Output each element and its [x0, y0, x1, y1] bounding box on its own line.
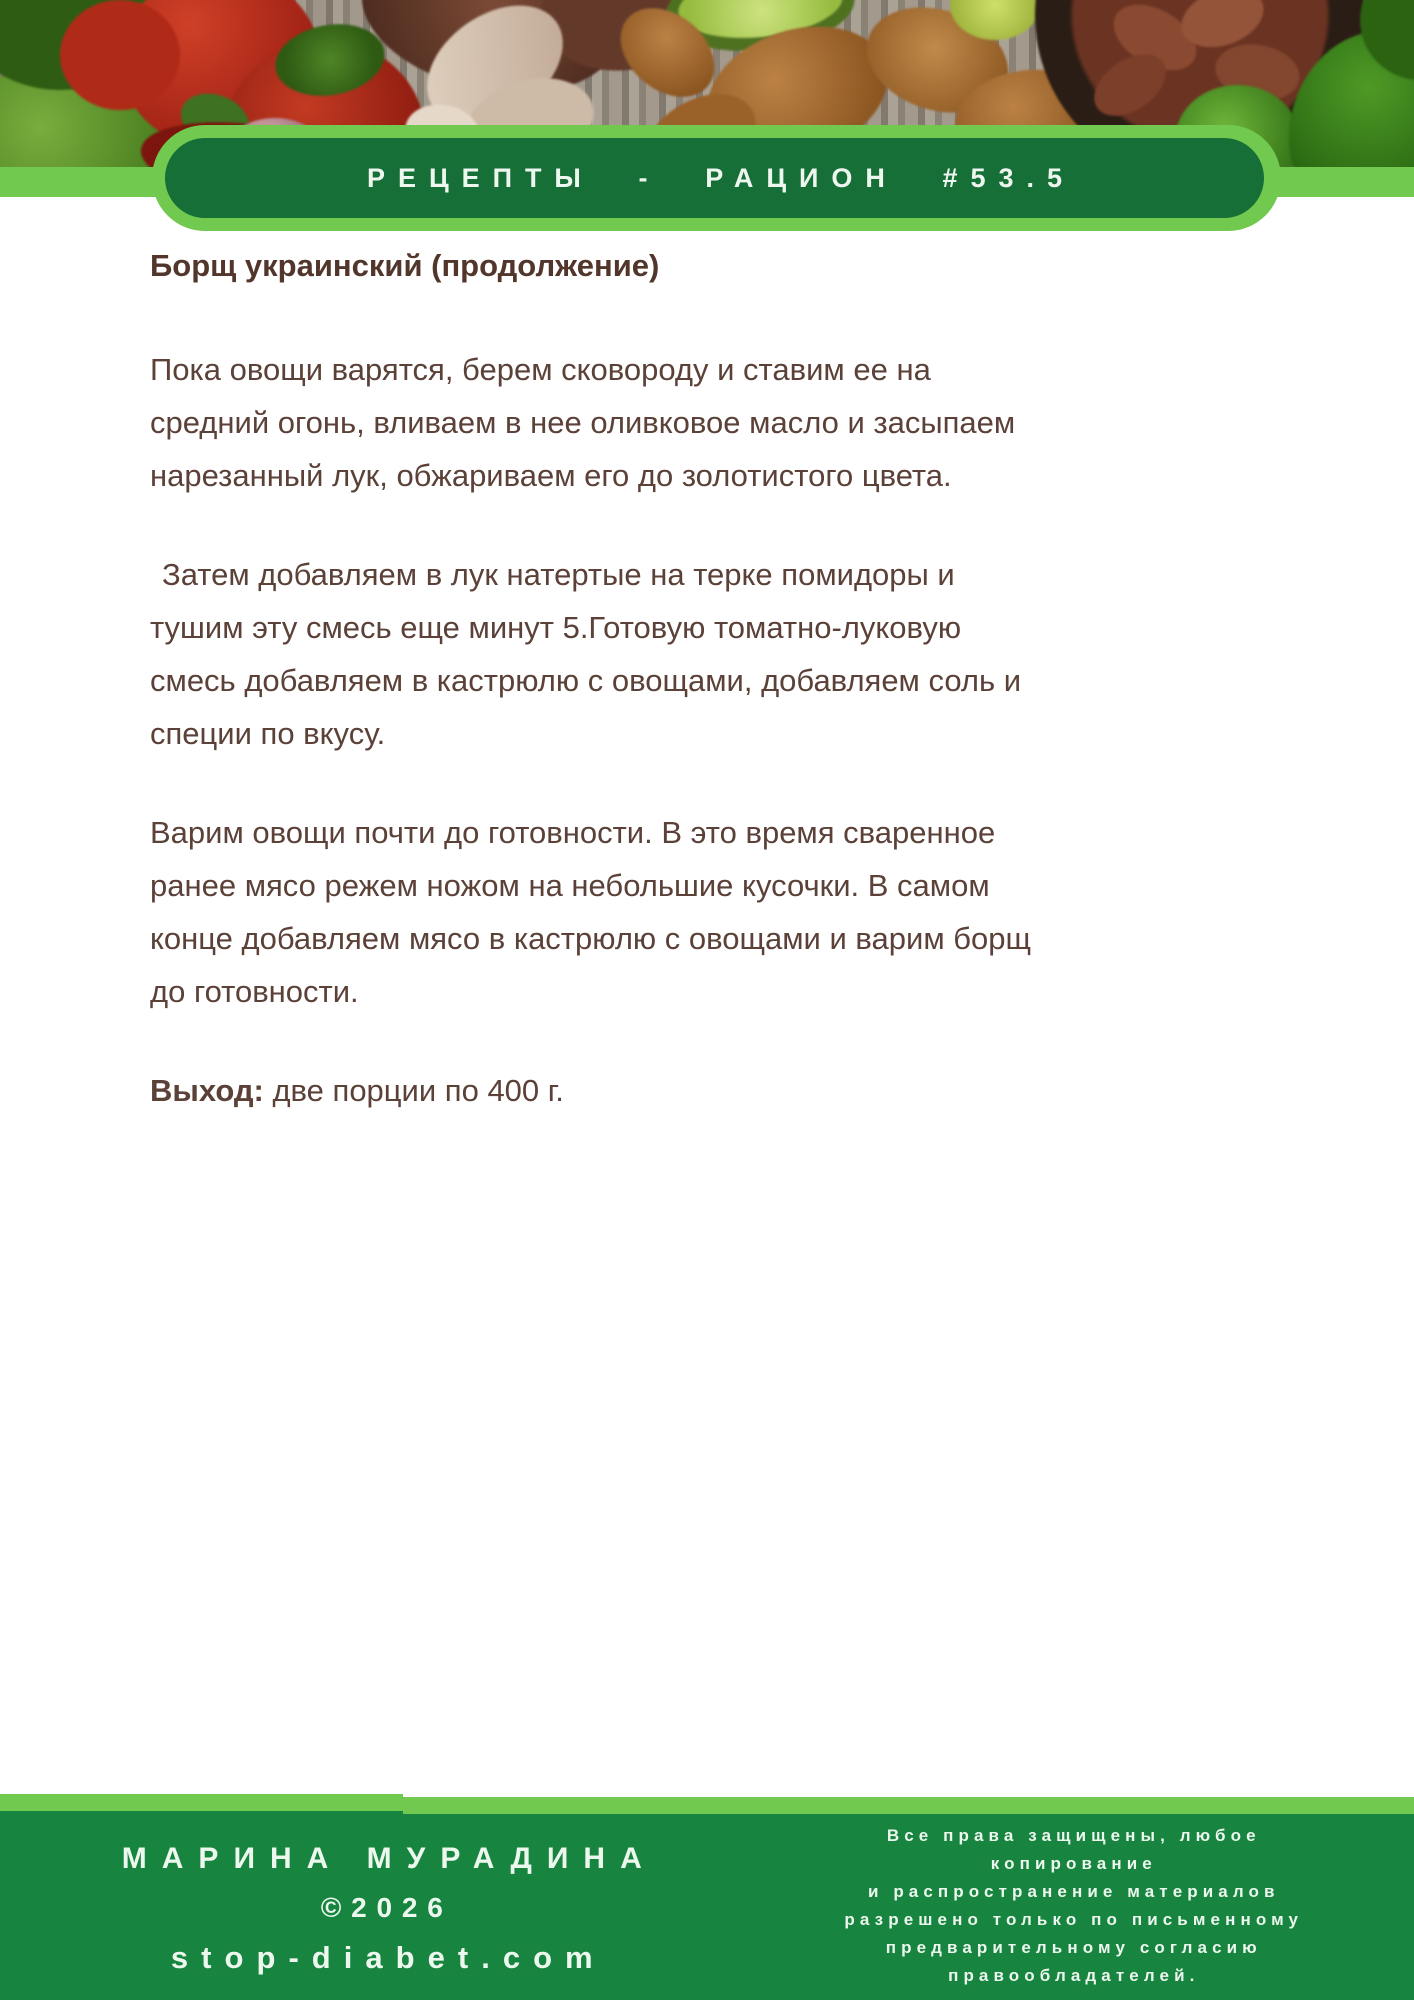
paragraph-line: средний огонь, вливаем в нее оливковое масло и засыпаем — [150, 405, 1016, 440]
recipe-paragraph-2 — [150, 548, 1021, 760]
footer-rights-block — [764, 1811, 1414, 2000]
recipe-paragraph-3 — [150, 806, 1031, 1018]
recipe-yield — [150, 1064, 564, 1117]
yield-label: Выход: — [150, 1073, 264, 1108]
rights-line: Все права защищены, любое — [886, 1825, 1261, 1845]
paragraph-line: Варим овощи почти до готовности. В это время сваренное — [150, 815, 996, 850]
footer-ribbon-left — [0, 1794, 403, 1811]
paragraph-line: конце добавляем мясо в кастрюлю с овощами и варим борщ — [150, 921, 1031, 956]
paragraph-line: до готовности. — [150, 974, 359, 1009]
footer-author-block — [0, 1811, 764, 2000]
paragraph-line: смесь добавляем в кастрюлю с овощами, добавляем соль и — [150, 663, 1022, 698]
footer — [0, 1811, 1414, 2000]
recipe-paragraph-1 — [150, 343, 1015, 502]
footer-ribbon-right — [403, 1797, 1414, 1814]
header-pill-inner — [165, 138, 1264, 218]
paragraph-line: нарезанный лук, обжариваем его до золотистого цвета. — [150, 458, 952, 493]
paragraph-line: Затем добавляем в лук натертые на терке помидоры и — [162, 557, 955, 592]
rights-line: правообладателей. — [948, 1965, 1200, 1985]
paragraph-line: специи по вкусу. — [150, 716, 386, 751]
footer-website-link[interactable]: stop-diabet.com — [170, 1939, 606, 1975]
rights-line: и распространение материалов — [867, 1881, 1280, 1901]
paragraph-line: ранее мясо режем ножом на небольшие кусочки. В самом — [150, 868, 990, 903]
recipe-heading: Борщ украинский (продолжение) — [150, 248, 660, 283]
footer-copyright: ©2026 — [320, 1891, 453, 1923]
footer-author: МАРИНА МУРАДИНА — [121, 1841, 657, 1875]
page-title: РЕЦЕПТЫ - РАЦИОН #53.5 — [367, 162, 1075, 193]
yield-value: две порции по 400 г. — [263, 1073, 564, 1108]
rights-line: копирование — [990, 1853, 1157, 1873]
photo-tomato — [60, 0, 180, 110]
paragraph-line: Пока овощи варятся, берем сковороду и ставим ее на — [150, 352, 931, 387]
rights-line: предварительному согласию — [885, 1937, 1262, 1957]
header-pill — [152, 125, 1281, 231]
rights-line: разрешено только по письменному — [844, 1909, 1304, 1929]
paragraph-line: тушим эту смесь еще минут 5.Готовую томатно-луковую — [150, 610, 962, 645]
